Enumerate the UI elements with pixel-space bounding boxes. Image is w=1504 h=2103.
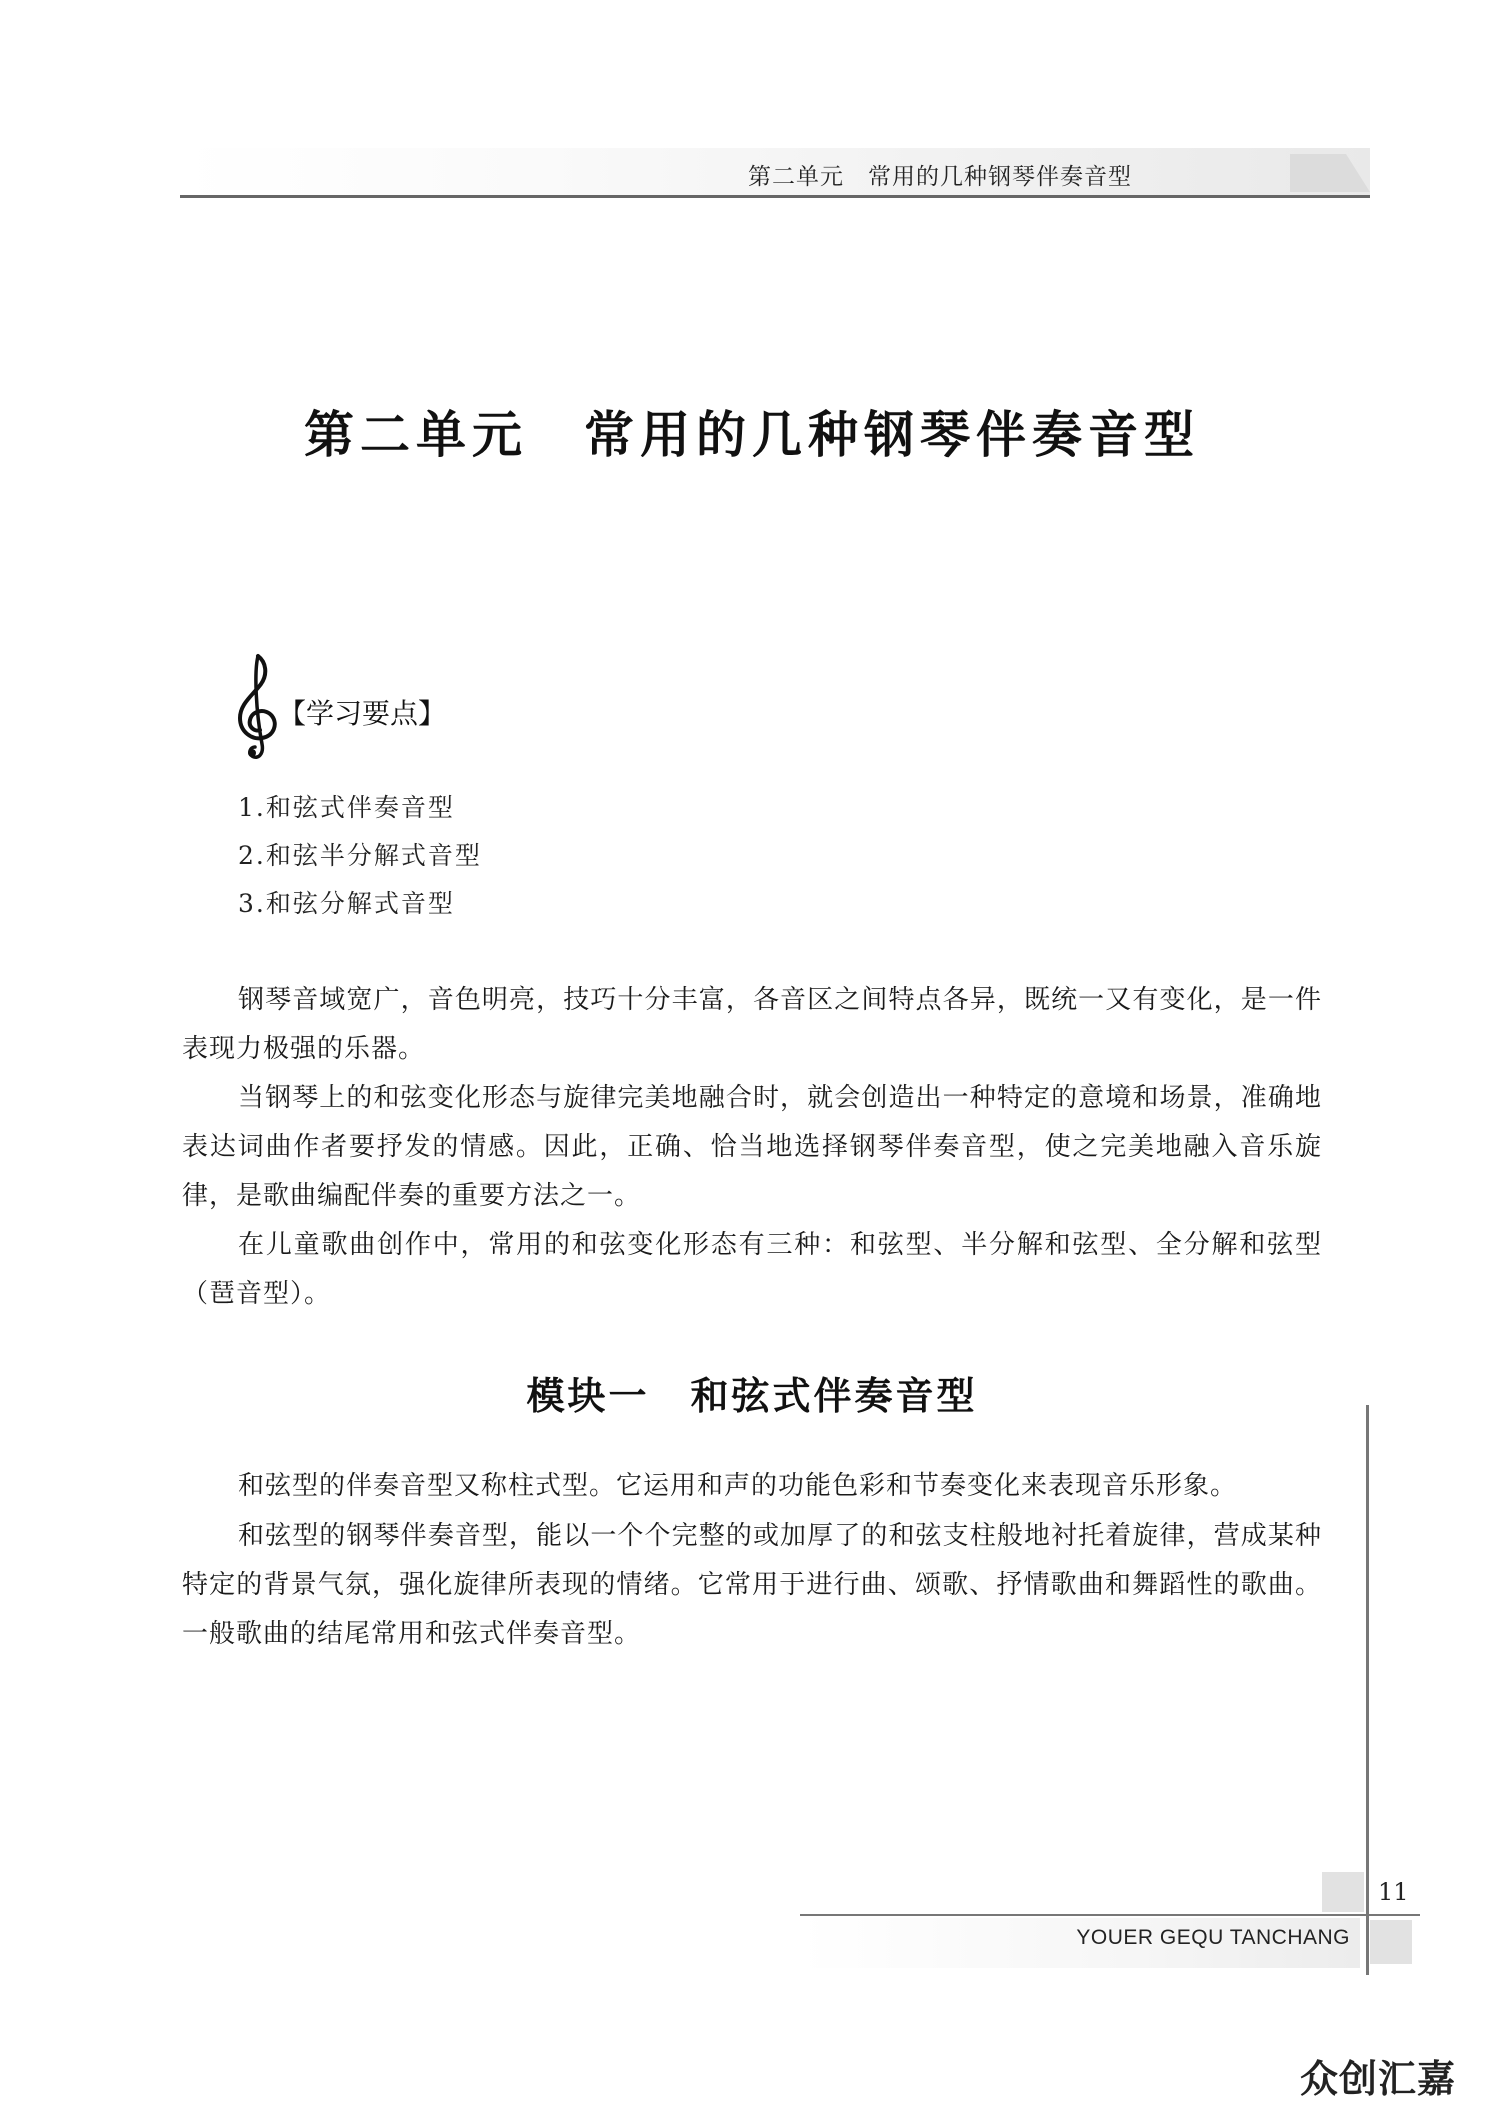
- footer-rule: [800, 1914, 1420, 1916]
- module-paragraph: 和弦型的伴奏音型又称柱式型。它运用和声的功能色彩和节奏变化来表现音乐形象。: [238, 1471, 1238, 1501]
- key-point-item: 3.和弦分解式音型: [238, 889, 455, 918]
- key-points-heading: 【学习要点】: [278, 697, 447, 730]
- header-rule: [180, 195, 1370, 198]
- frame-square-decoration: [1322, 1872, 1364, 1912]
- watermark-logo: 众创汇嘉: [1300, 2057, 1457, 2101]
- frame-vertical-rule: [1366, 1405, 1369, 1975]
- running-footer: YOUER GEQU TANCHANG: [1076, 1926, 1350, 1949]
- page-number: 11: [1378, 1878, 1409, 1906]
- body-paragraph: 在儿童歌曲创作中，常用的和弦变化形态有三种：和弦型、半分解和弦型、全分解和弦型（琶音型）。: [182, 1230, 1322, 1309]
- key-point-item: 2.和弦半分解式音型: [238, 841, 482, 870]
- body-paragraph: 钢琴音域宽广，音色明亮，技巧十分丰富，各音区之间特点各异，既统一又有变化，是一件表现力极强的乐器。: [182, 985, 1322, 1064]
- frame-square-decoration: [1370, 1920, 1412, 1964]
- module-title: 模块一 和弦式伴奏音型: [526, 1373, 978, 1418]
- key-point-item: 1.和弦式伴奏音型: [238, 793, 455, 822]
- running-header-title: 第二单元 常用的几种钢琴伴奏音型: [748, 164, 1132, 190]
- unit-title: 第二单元 常用的几种钢琴伴奏音型: [304, 406, 1200, 464]
- body-paragraph: 当钢琴上的和弦变化形态与旋律完美地融合时，就会创造出一种特定的意境和场景，准确地表达词曲作者要抒发的情感。因此，正确、恰当地选择钢琴伴奏音型，使之完美地融入音乐旋律，是歌曲编配伴奏的重要方法之一。: [182, 1083, 1322, 1211]
- module-paragraph: 和弦型的钢琴伴奏音型，能以一个个完整的或加厚了的和弦支柱般地衬托着旋律，营成某种特定的背景气氛，强化旋律所表现的情绪。它常用于进行曲、颂歌、抒情歌曲和舞蹈性的歌曲。一般歌曲的结尾常用和弦式伴奏音型。: [182, 1521, 1322, 1649]
